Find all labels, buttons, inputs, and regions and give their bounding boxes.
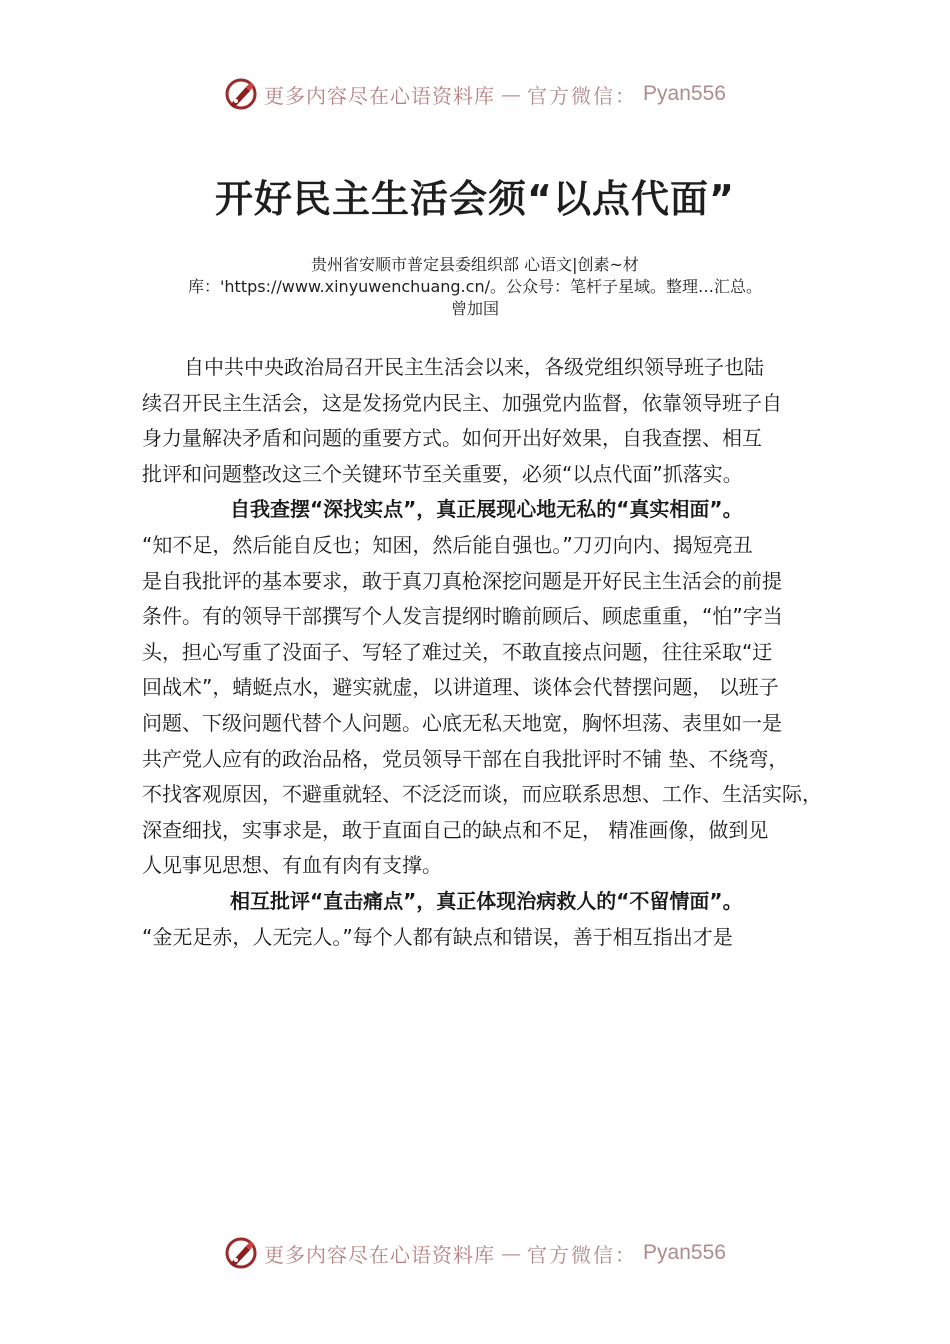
banner-text: 更多内容尽在心语资料库 xyxy=(264,1242,496,1267)
body-line: 人见事见思想、有血有肉有支撑。 xyxy=(142,853,442,878)
body-line: 问题、下级问题代替个人问题。心底无私天地宽，胸怀坦荡、表里如一是 xyxy=(142,710,782,735)
body-line: 自中共中央政治局召开民主生活会以来，各级党组织领导班子也陆 xyxy=(184,355,764,379)
article-body xyxy=(142,350,832,955)
body-line: 回战术”，蜻蜓点水，避实就虚，以讲道理、谈体会代替摆问题， 以班子 xyxy=(142,675,779,700)
page-title: 开好民主生活会须“以点代面” xyxy=(215,177,735,221)
byline xyxy=(150,254,800,320)
byline-line-2: 库：'https://www.xinyuwenchuang.cn/。公众号：笔杆子星域。整理…汇总。 xyxy=(188,277,762,296)
body-line: “知不足，然后能自反也；知困，然后能自强也。”刀刃向内、揭短亮丑 xyxy=(142,532,753,557)
banner-wechat-id: Pyan556 xyxy=(643,82,726,105)
body-line: “金无足赤，人无完人。”每个人都有缺点和错误，善于相互指出才是 xyxy=(142,924,733,949)
body-line: 深查细找，实事求是，敢于直面自己的缺点和不足， 精准画像，做到见 xyxy=(142,817,769,842)
section-heading: 相互批评“直击痛点”，真正体现治病救人的“不留情面”。 xyxy=(230,888,743,913)
body-line: 批评和问题整改这三个关键环节至关重要，必须“以点代面”抓落实。 xyxy=(142,461,743,486)
body-line: 共产党人应有的政治品格，党员领导干部在自我批评时不铺 垫、不绕弯， xyxy=(142,746,789,771)
header-banner xyxy=(0,74,950,114)
body-line: 续召开民主生活会，这是发扬党内民主、加强党内监督，依靠领导班子自 xyxy=(142,390,782,415)
byline-line-1: 贵州省安顺市普定县委组织部 心语文|创素~材 xyxy=(311,255,639,274)
banner-wechat-id: Pyan556 xyxy=(643,1241,726,1264)
pen-logo-icon xyxy=(224,77,258,111)
body-line: 不找客观原因，不避重就轻、不泛泛而谈，而应联系思想、工作、生活实际， xyxy=(142,782,822,807)
body-line: 身力量解决矛盾和问题的重要方式。如何开出好效果，自我查摆、相互 xyxy=(142,426,762,451)
banner-text: 更多内容尽在心语资料库 xyxy=(264,83,496,108)
body-line: 条件。有的领导干部撰写个人发言提纲时瞻前顾后、顾虑重重，“怕”字当 xyxy=(142,604,783,629)
byline-line-3: 曾加国 xyxy=(450,299,499,318)
banner-separator: — xyxy=(501,1241,522,1265)
footer-banner xyxy=(0,1233,950,1273)
pen-logo-icon xyxy=(224,1236,258,1270)
body-line: 头，担心写重了没面子、写轻了难过关，不敢直接点问题，往往采取“迂 xyxy=(142,639,773,664)
body-line: 是自我批评的基本要求，敢于真刀真枪深挖问题是开好民主生活会的前提 xyxy=(142,568,782,593)
banner-wechat-label: 官方微信： xyxy=(527,83,638,108)
section-heading: 自我查摆“深找实点”，真正展现心地无私的“真实相面”。 xyxy=(230,497,743,522)
banner-wechat-label: 官方微信： xyxy=(527,1242,638,1267)
banner-separator: — xyxy=(501,82,522,106)
